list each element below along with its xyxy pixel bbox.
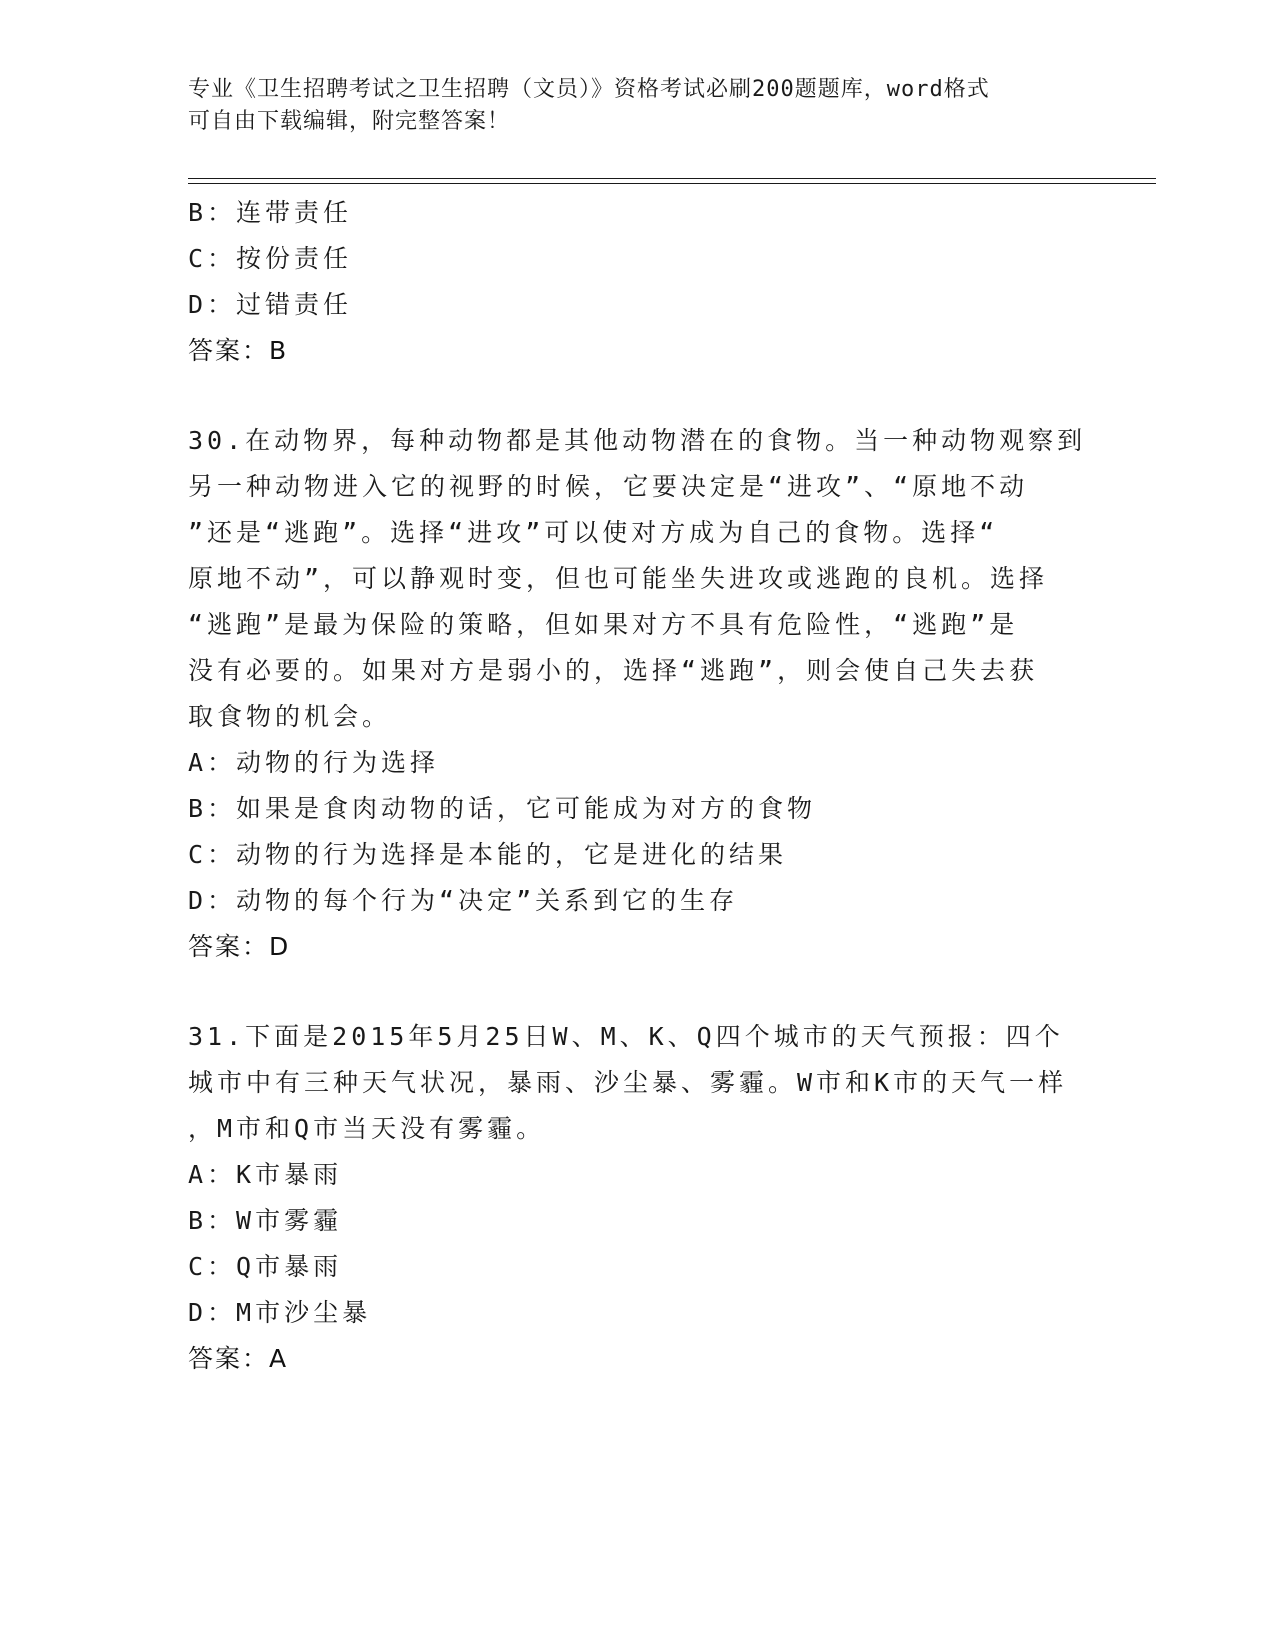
q29-option-b: B：连带责任 xyxy=(188,198,353,227)
q30-option-a: A：动物的行为选择 xyxy=(188,748,440,777)
q29-option-d: D：过错责任 xyxy=(188,290,353,319)
q30-stem-line: 没有必要的。如果对方是弱小的，选择“逃跑”，则会使自己失去获 xyxy=(188,656,1039,685)
q31-stem-line: 31.下面是2015年5月25日W、M、K、Q四个城市的天气预报：四个 xyxy=(188,1022,1064,1051)
q31-option-c: C：Q市暴雨 xyxy=(188,1252,343,1281)
q30-stem-line: 30.在动物界，每种动物都是其他动物潜在的食物。当一种动物观察到 xyxy=(188,426,1087,455)
question-content xyxy=(188,190,1088,1382)
page-header xyxy=(188,74,1088,138)
q30-stem-line: ”还是“逃跑”。选择“进攻”可以使对方成为自己的食物。选择“ xyxy=(188,518,999,547)
q29-option-c: C：按份责任 xyxy=(188,244,353,273)
q30-stem-line: 原地不动”，可以静观时变，但也可能坐失进攻或逃跑的良机。选择 xyxy=(188,564,1049,593)
q30-answer: 答案：D xyxy=(188,932,291,961)
q31-answer: 答案：A xyxy=(188,1344,289,1373)
q31-stem-line: ，M市和Q市当天没有雾霾。 xyxy=(188,1114,546,1143)
q30-stem-line: “逃跑”是最为保险的策略，但如果对方不具有危险性，“逃跑”是 xyxy=(188,610,1019,639)
header-divider-top xyxy=(188,178,1156,179)
q31-option-a: A：K市暴雨 xyxy=(188,1160,343,1189)
header-title-line-2: 可自由下载编辑，附完整答案！ xyxy=(188,109,511,134)
question-spacer xyxy=(188,374,1088,418)
q30-stem-line: 另一种动物进入它的视野的时候，它要决定是“进攻”、“原地不动 xyxy=(188,472,1029,501)
q30-option-d: D：动物的每个行为“决定”关系到它的生存 xyxy=(188,886,739,915)
q30-stem-line: 取食物的机会。 xyxy=(188,702,392,731)
q31-option-b: B：W市雾霾 xyxy=(188,1206,343,1235)
question-30-block xyxy=(188,418,1088,970)
question-31-block xyxy=(188,1014,1088,1382)
q30-option-b: B：如果是食肉动物的话，它可能成为对方的食物 xyxy=(188,794,817,823)
header-title-line-1: 专业《卫生招聘考试之卫生招聘（文员）》资格考试必刷200题题库，word格式 xyxy=(188,77,990,102)
q29-answer: 答案：B xyxy=(188,336,289,365)
question-29-block xyxy=(188,190,1088,374)
header-divider-bottom xyxy=(188,183,1156,184)
question-spacer xyxy=(188,970,1088,1014)
q31-stem-line: 城市中有三种天气状况，暴雨、沙尘暴、雾霾。W市和K市的天气一样 xyxy=(188,1068,1068,1097)
q31-option-d: D：M市沙尘暴 xyxy=(188,1298,372,1327)
q30-option-c: C：动物的行为选择是本能的，它是进化的结果 xyxy=(188,840,788,869)
